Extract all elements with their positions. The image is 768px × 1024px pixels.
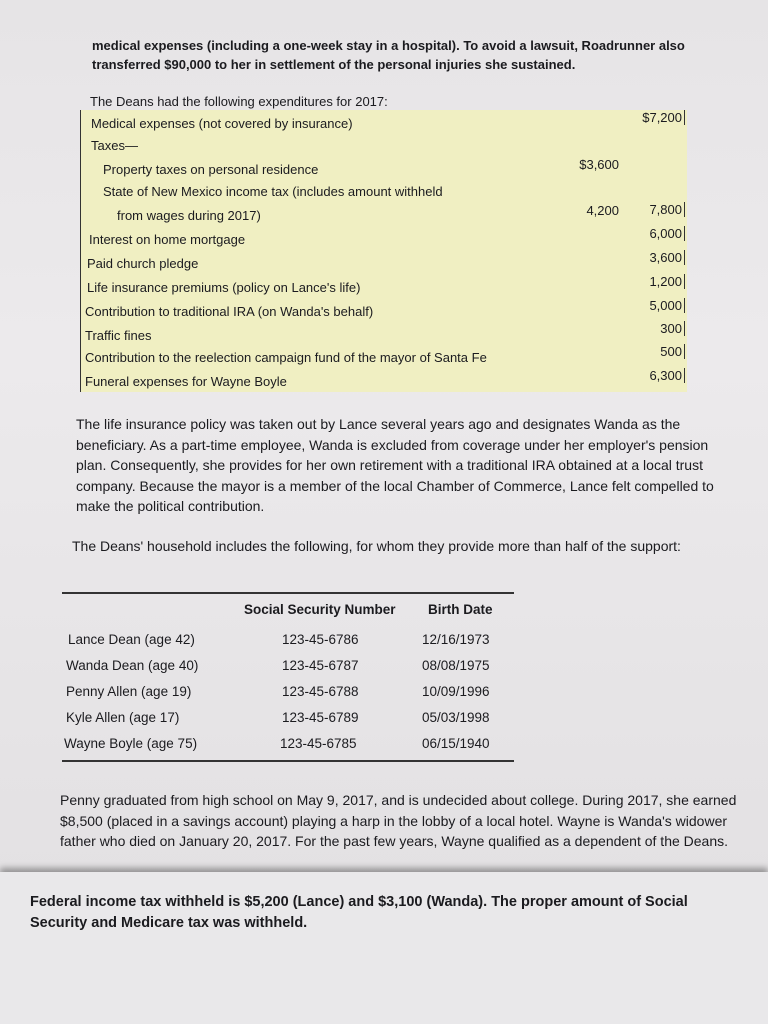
expense-label: Contribution to the reelection campaign fund of the mayor of Santa Fe xyxy=(85,350,487,365)
table-rule-bottom xyxy=(62,760,514,762)
dependent-name: Wanda Dean (age 40) xyxy=(66,658,199,673)
dependent-birth-date: 06/15/1940 xyxy=(422,736,490,751)
expense-label: Medical expenses (not covered by insurance) xyxy=(91,116,353,131)
expense-label: Contribution to traditional IRA (on Wanda's behalf) xyxy=(85,304,374,319)
second-page-sheet xyxy=(0,872,768,1024)
expense-amount: 1,200 xyxy=(612,274,685,289)
dependent-name: Kyle Allen (age 17) xyxy=(66,710,180,725)
dependent-ssn: 123-45-6785 xyxy=(280,736,357,751)
table-rule-top xyxy=(62,592,514,594)
expense-label: Funeral expenses for Wayne Boyle xyxy=(85,374,287,389)
dependent-birth-date: 05/03/1998 xyxy=(422,710,490,725)
expense-label: Interest on home mortgage xyxy=(89,232,246,247)
expense-label: Traffic fines xyxy=(85,328,152,343)
expense-label: from wages during 2017) xyxy=(117,208,261,223)
withholding-paragraph: Federal income tax withheld is $5,200 (Lance) and $3,100 (Wanda). The proper amount of Social Security and Medicare tax was withheld. xyxy=(30,894,688,931)
expense-amount: 6,000 xyxy=(612,226,685,241)
dependent-ssn: 123-45-6788 xyxy=(282,684,359,699)
expense-amount: 5,000 xyxy=(612,298,685,313)
intro-paragraph: medical expenses (including a one-week stay in a hospital). To avoid a lawsuit, Roadrunner also transferred $90,000 to her in settlement of the personal injuries she sustained. xyxy=(92,38,685,72)
life-insurance-paragraph: The life insurance policy was taken out by Lance several years ago and designates Wanda as the beneficiary. As a part-time employee, Wanda is excluded from coverage under her employer's pension plan. Consequently, she provides for her own retirement with a traditional IRA obtained at a local trust company. Because the mayor is a member of the local Chamber of Commerce, Lance felt compelled to make the political contribution. xyxy=(76,416,714,514)
expense-label: State of New Mexico income tax (includes amount withheld xyxy=(103,184,443,199)
expense-amount: 7,800 xyxy=(612,202,685,217)
dependent-name: Lance Dean (age 42) xyxy=(68,632,195,647)
expense-amount: 3,600 xyxy=(612,250,685,265)
dependent-birth-date: 08/08/1975 xyxy=(422,658,490,673)
expense-amount: 300 xyxy=(612,321,685,336)
penny-paragraph: Penny graduated from high school on May 9, 2017, and is undecided about college. During 2017, she earned $8,500 (placed in a savings account) playing a harp in the lobby of a local hotel. Wayne is Wanda's widower father who died on January 20, 2017. For the past few years, Wayne qualified as a dependent of the Deans. xyxy=(60,792,737,849)
dependent-ssn: 123-45-6786 xyxy=(282,632,359,647)
dependent-name: Penny Allen (age 19) xyxy=(66,684,192,699)
expense-sub-amount: 4,200 xyxy=(586,203,619,218)
dependent-birth-date: 12/16/1973 xyxy=(422,632,490,647)
expenditures-table xyxy=(80,110,687,392)
birth-date-header: Birth Date xyxy=(428,602,493,617)
ssn-header: Social Security Number xyxy=(244,602,396,617)
expenditures-heading: The Deans had the following expenditures for 2017: xyxy=(90,94,388,109)
dependent-birth-date: 10/09/1996 xyxy=(422,684,490,699)
expense-amount: 500 xyxy=(612,344,685,359)
expense-amount: $7,200 xyxy=(612,110,685,125)
expense-amount: 6,300 xyxy=(612,368,685,383)
expense-label: Paid church pledge xyxy=(87,256,199,271)
dependent-ssn: 123-45-6789 xyxy=(282,710,359,725)
household-paragraph: The Deans' household includes the following, for whom they provide more than half of the support: xyxy=(72,538,681,554)
expense-label: Taxes— xyxy=(91,138,138,153)
expense-label: Property taxes on personal residence xyxy=(103,162,319,177)
expense-sub-amount: $3,600 xyxy=(579,157,619,172)
expense-label: Life insurance premiums (policy on Lance's life) xyxy=(87,280,361,295)
dependent-name: Wayne Boyle (age 75) xyxy=(64,736,198,751)
dependent-ssn: 123-45-6787 xyxy=(282,658,359,673)
